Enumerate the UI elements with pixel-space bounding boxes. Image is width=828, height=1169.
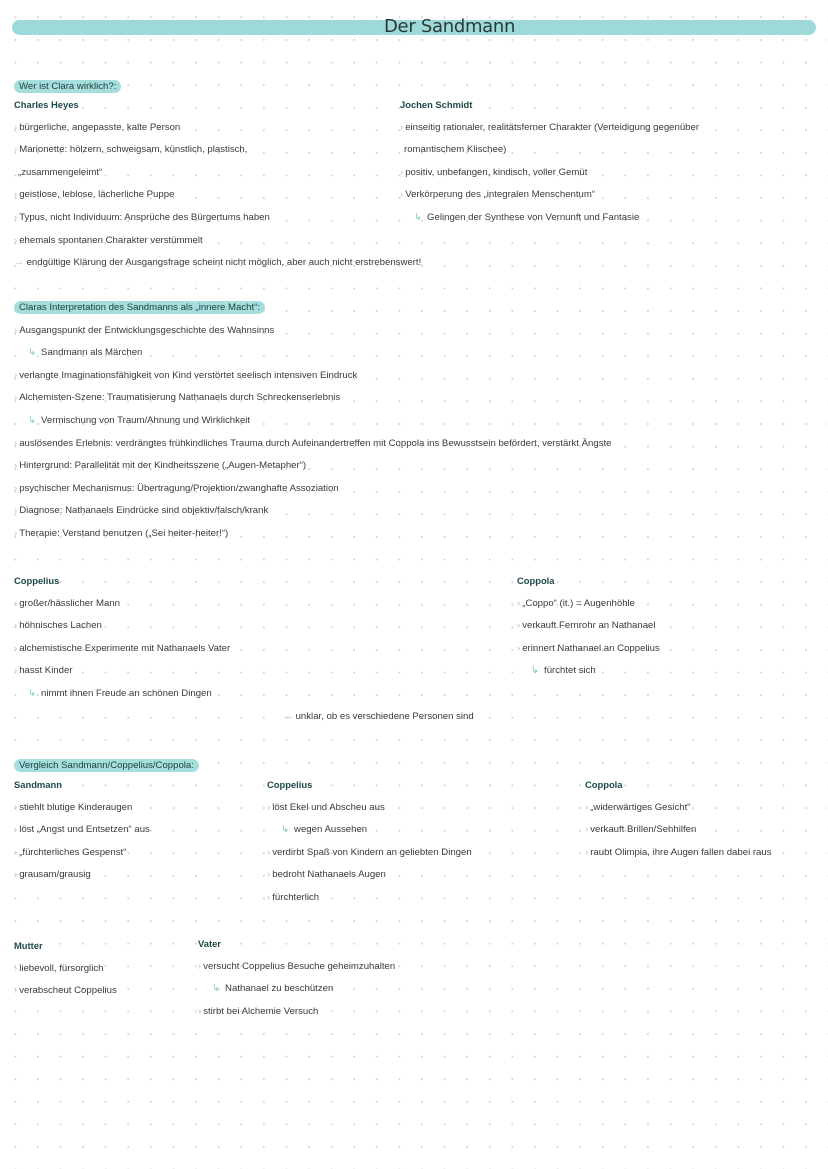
note-item: › Therapie: Verstand benutzen („Sei heiter-heiter!“) xyxy=(14,523,612,546)
note-item: › höhnisches Lachen xyxy=(14,615,230,638)
note-item: › Alchemisten-Szene: Traumatisierung Nathanaels durch Schreckenserlebnis xyxy=(14,387,612,410)
note-item: › verlangte Imaginationsfähigkeit von Kind verstörtet seelisch intensiven Eindruck xyxy=(14,365,612,388)
note-item: › einseitig rationaler, realitätsferner Charakter (Verteidigung gegenüber xyxy=(400,117,699,140)
note-item: › bürgerliche, angepasste, kalte Person xyxy=(14,117,421,140)
section-interpretation xyxy=(14,297,612,546)
note-item: › löst Ekel und Abscheu aus xyxy=(267,797,472,820)
note-item: › stirbt bei Alchemie Versuch xyxy=(198,1001,395,1024)
section-clara-heading xyxy=(14,76,121,94)
vater-column xyxy=(198,933,395,1023)
sub-note-item: ↳ wegen Aussehen xyxy=(267,819,472,842)
note-item: › verabscheut Coppelius xyxy=(14,980,117,1003)
note-item: romantischem Klischee) xyxy=(404,144,507,156)
note-item: › erinnert Nathanael an Coppelius xyxy=(517,638,660,661)
sub-note-item: ↳ fürchtet sich xyxy=(517,660,660,683)
column-heading: Coppelius xyxy=(14,575,60,586)
note-list xyxy=(14,320,612,546)
note-item: › Marionette: hölzern, schweigsam, künstlich, plastisch, xyxy=(14,139,421,162)
note-item: › großer/hässlicher Mann xyxy=(14,593,230,616)
coppelius-column xyxy=(14,570,230,706)
note-item: › Hintergrund: Parallelität mit der Kindheitsszene („Augen-Metapher“) xyxy=(14,455,612,478)
conclusion-text: → unklar, ob es verschiedene Personen sind xyxy=(283,706,474,729)
note-list xyxy=(267,797,472,910)
note-item: › „widerwärtiges Gesicht“ xyxy=(585,797,772,820)
note-item: › verkauft Brillen/Sehhilfen xyxy=(585,819,772,842)
column-heading: Coppelius xyxy=(267,779,313,790)
note-list xyxy=(585,797,772,865)
note-item: › versucht Coppelius Besuche geheimzuhalten xyxy=(198,956,395,979)
sub-note-item: ↳ Gelingen der Synthese von Vernunft und Fantasie xyxy=(400,207,699,230)
sub-note-item: ↳ Nathanael zu beschützen xyxy=(198,978,395,1001)
section-heading: Claras Interpretation des Sandmanns als „innere Macht“: xyxy=(14,301,265,314)
sub-note-item: ↳ nimmt ihnen Freude an schönen Dingen xyxy=(14,683,230,706)
coppelius-compare-column xyxy=(267,774,472,910)
note-item: › positiv, unbefangen, kindisch, voller Gemüt xyxy=(400,162,699,185)
note-item: › grausam/grausig xyxy=(14,864,150,887)
note-list xyxy=(517,593,660,683)
coppola-compare-column xyxy=(585,774,772,864)
conclusion-text: → endgültige Klärung der Ausgangsfrage scheint nicht möglich, aber auch nicht erstrebenswert! xyxy=(14,252,421,275)
note-item: › liebevoll, fürsorglich xyxy=(14,958,117,981)
column-heading: Sandmann xyxy=(14,779,62,790)
note-item: › Diagnose: Nathanaels Eindrücke sind objektiv/falsch/krank xyxy=(14,500,612,523)
charles-heyes-column xyxy=(14,94,421,275)
note-list xyxy=(400,117,699,230)
note-item: › ehemals spontanen Charakter verstümmelt xyxy=(14,230,421,253)
note-item: „zusammengeleimt“ xyxy=(18,166,103,178)
note-item: › „Coppo“ (it.) = Augenhöhle xyxy=(517,593,660,616)
page-title: Der Sandmann xyxy=(384,16,516,37)
mutter-column xyxy=(14,935,117,1003)
note-item: › bedroht Nathanaels Augen xyxy=(267,864,472,887)
note-item: › auslösendes Erlebnis: verdrängtes frühkindliches Trauma durch Aufeinandertreffen mit Coppola ins Bewusstsein befördert, verstärkt Ängste xyxy=(14,433,612,456)
note-item: › Typus, nicht Individuum: Ansprüche des Bürgertums haben xyxy=(14,207,421,230)
note-item: › verdirbt Spaß von Kindern an geliebten Dingen xyxy=(267,842,472,865)
note-item: › alchemistische Experimente mit Nathanaels Vater xyxy=(14,638,230,661)
note-item: › „fürchterliches Gespenst“ xyxy=(14,842,150,865)
column-heading: Jochen Schmidt xyxy=(400,99,473,110)
note-list xyxy=(14,958,117,1003)
note-list xyxy=(198,956,395,1024)
note-list xyxy=(14,797,150,887)
note-item: › psychischer Mechanismus: Übertragung/Projektion/zwanghafte Assoziation xyxy=(14,478,612,501)
section-heading: Wer ist Clara wirklich?: xyxy=(14,80,121,93)
column-heading: Coppola xyxy=(585,779,623,790)
note-item: › raubt Olimpia, ihre Augen fallen dabei raus xyxy=(585,842,772,865)
note-item: › Verkörperung des „integralen Menschentum“ xyxy=(400,184,699,207)
note-item: › löst „Angst und Entsetzen“ aus xyxy=(14,819,150,842)
note-list xyxy=(14,117,421,275)
note-item: › Ausgangspunkt der Entwicklungsgeschichte des Wahnsinns xyxy=(14,320,612,343)
column-heading: Mutter xyxy=(14,940,43,951)
column-heading: Vater xyxy=(198,938,221,949)
coppola-column xyxy=(517,570,660,683)
jochen-schmidt-column xyxy=(400,94,699,230)
section-comparison-heading xyxy=(14,755,199,773)
sandmann-column xyxy=(14,774,150,887)
note-item: › geistlose, leblose, lächerliche Puppe xyxy=(14,184,421,207)
sub-note-item: ↳ Sandmann als Märchen xyxy=(14,342,612,365)
note-item: › stiehlt blutige Kinderaugen xyxy=(14,797,150,820)
note-item: › verkauft Fernrohr an Nathanael xyxy=(517,615,660,638)
column-heading: Charles Heyes xyxy=(14,99,79,110)
column-heading: Coppola xyxy=(517,575,555,586)
section-heading: Vergleich Sandmann/Coppelius/Coppola: xyxy=(14,759,199,772)
note-item: › hasst Kinder xyxy=(14,660,230,683)
note-list xyxy=(14,593,230,706)
note-item: › fürchterlich xyxy=(267,887,472,910)
sub-note-item: ↳ Vermischung von Traum/Ahnung und Wirklichkeit xyxy=(14,410,612,433)
conclusion-note xyxy=(283,706,474,729)
